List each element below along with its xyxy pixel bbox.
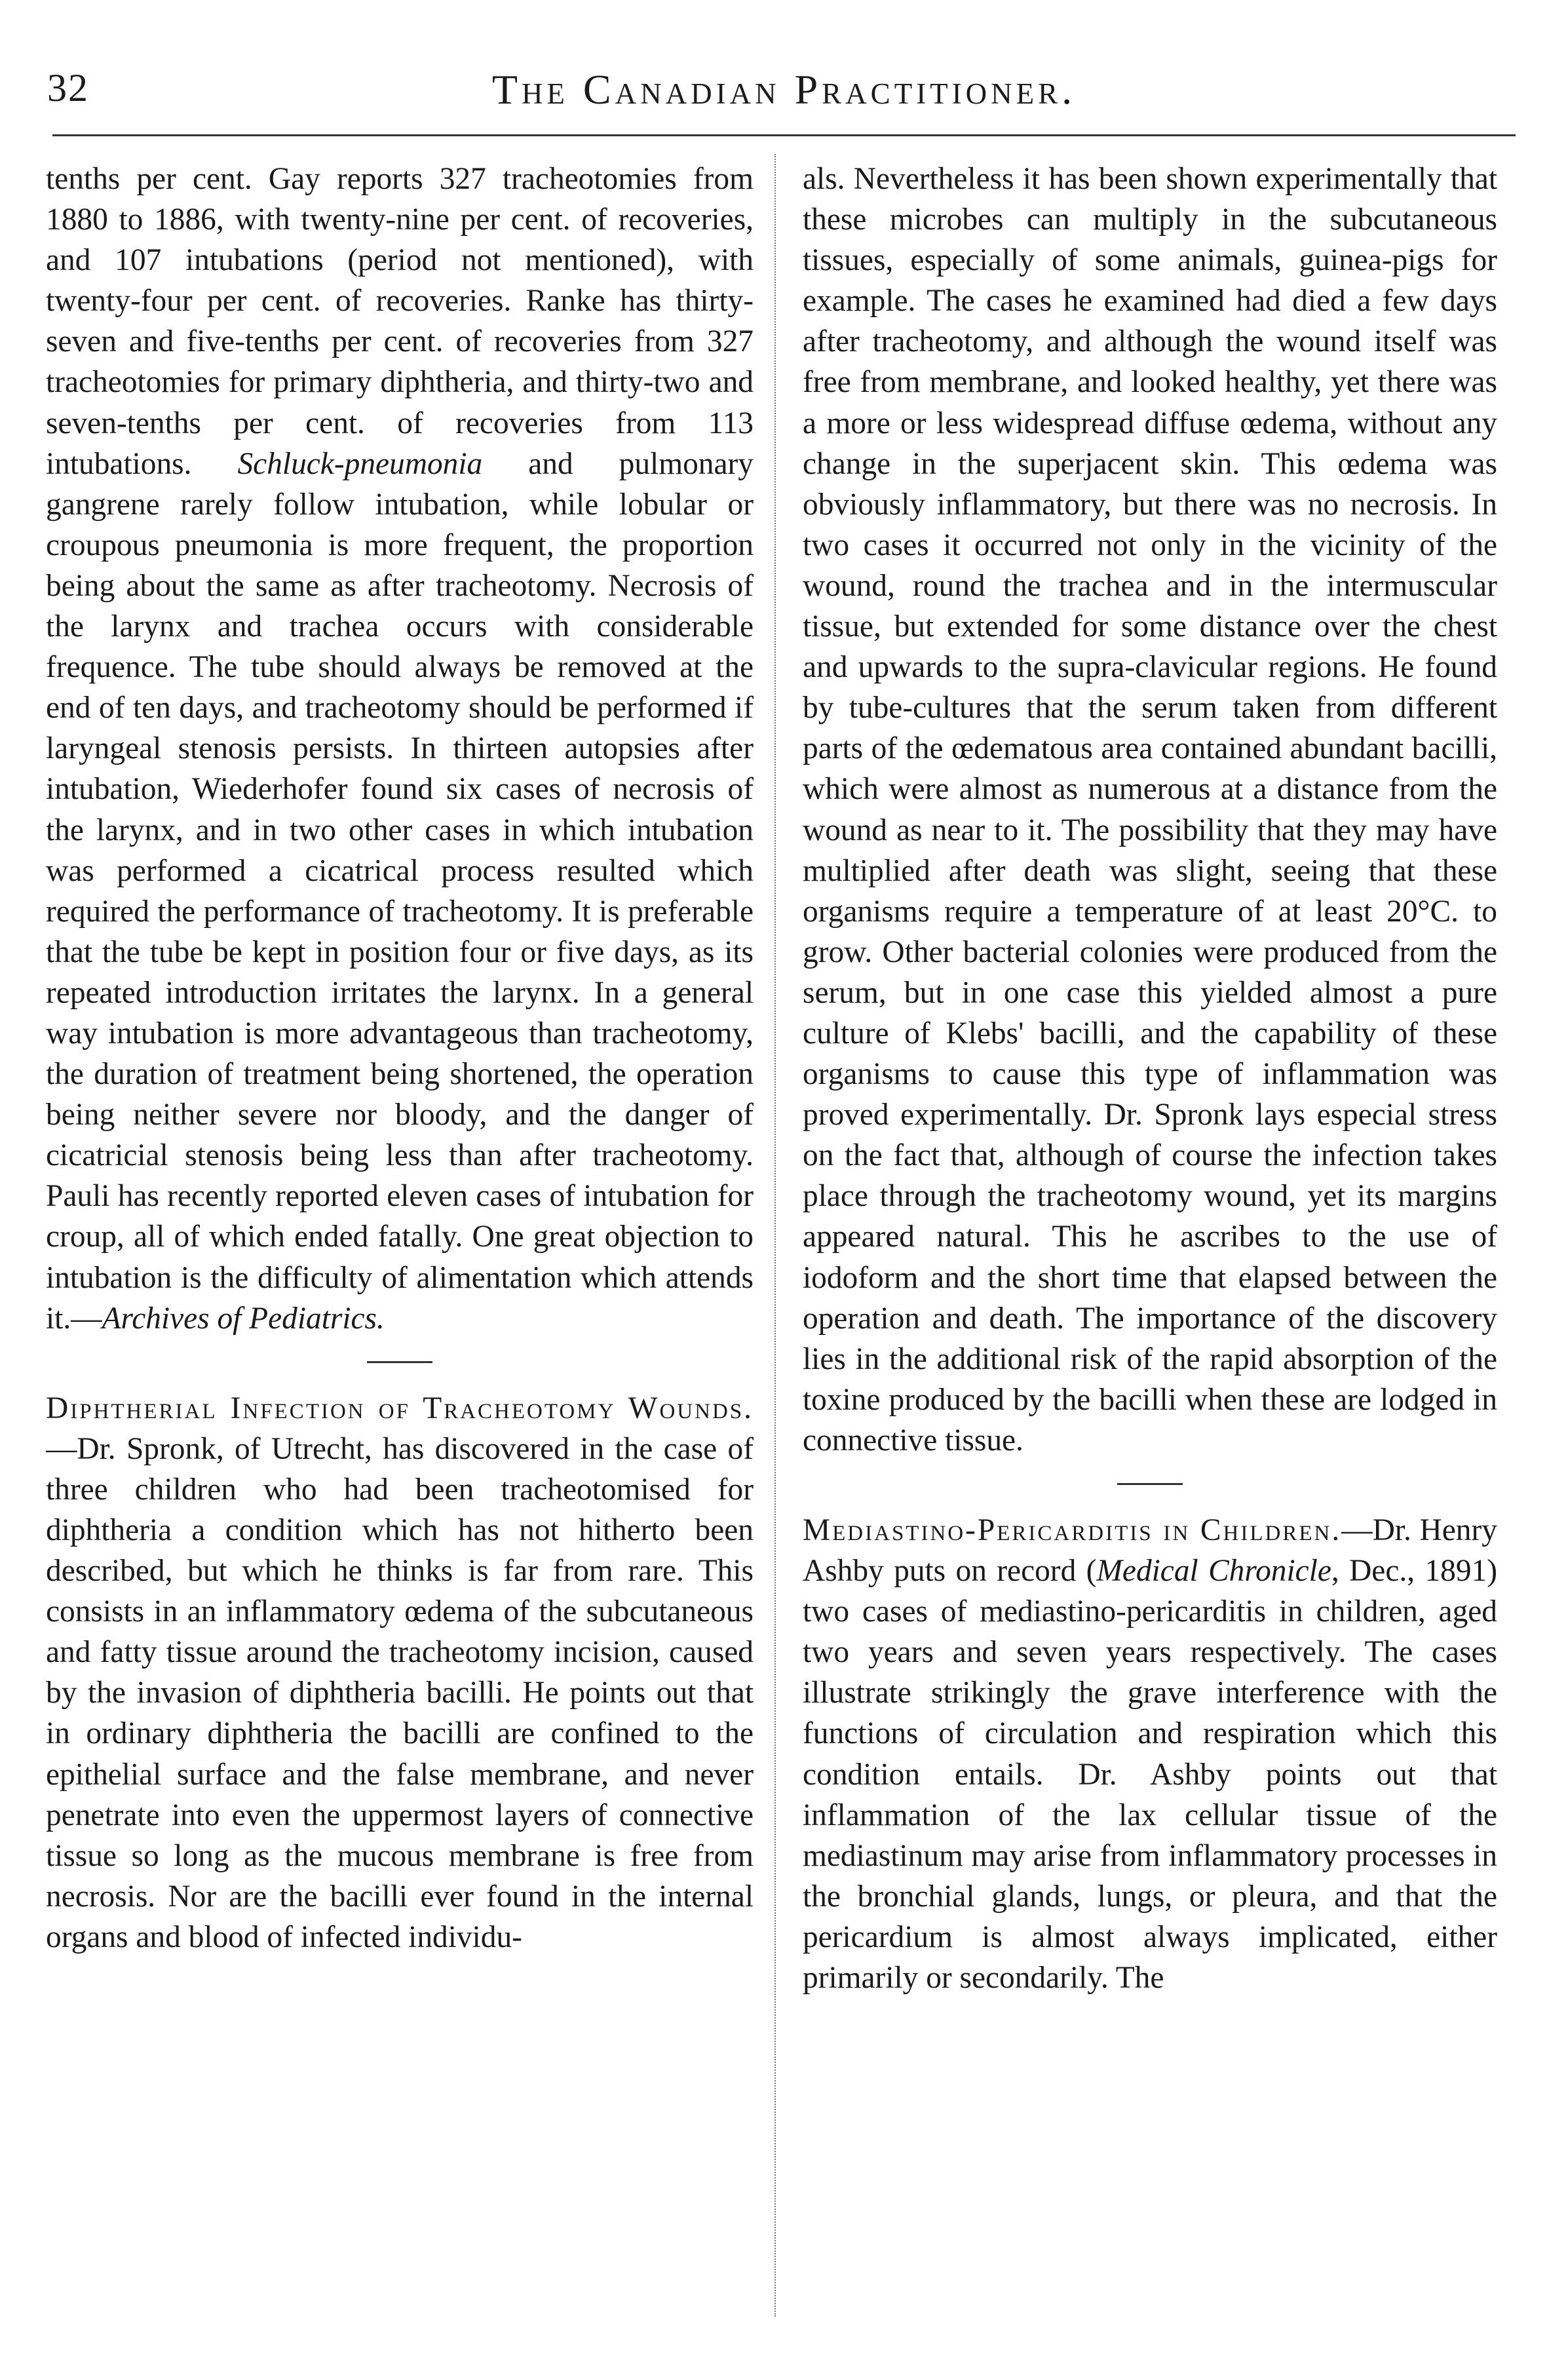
- diphtherial-infection-paragraph: [46, 1388, 754, 1958]
- section3-title: Mediastino-Pericarditis in Children.: [803, 1513, 1342, 1547]
- header-rule: [52, 134, 1516, 136]
- diphtherial-infection-continued: als. Nevertheless it has been shown experimentally that these microbes can multiply in the subcutaneous tissues, especially of some animals, guinea-pigs for example. The cases he examined had died a few days after tracheotomy, and although the wound itself was free from membrane, and looked healthy, yet there was a more or less widespread diffuse œdema, without any change in the superjacent skin. This œdema was obviously inflammatory, but there was no necrosis. In two cases it occurred not only in the vicinity of the wound, round the trachea and in the intermuscular tissue, but extended for some distance over the chest and upwards to the supra-clavicular regions. He found by tube-cultures that the serum taken from different parts of the œdematous area contained abundant bacilli, which were almost as numerous at a distance from the wound as near to it. The possibility that they may have multiplied after death was slight, seeing that these organisms require a temperature of at least 20°C. to grow. Other bacterial colonies were produced from the serum, but in one case this yielded almost a pure culture of Klebs' bacilli, and the capability of these organisms to cause this type of inflammation was proved experimentally. Dr. Spronk lays especial stress on the fact that, although of course the infection takes place through the tracheotomy wound, yet its margins appeared natural. This he ascribes to the use of iodoform and the short time that elapsed between the operation and death. The importance of the discovery lies in the additional risk of the rapid absorption of the toxine produced by the bacilli when these are lodged in connective tissue.: [803, 162, 1497, 1457]
- running-title: The Canadian Practitioner.: [491, 66, 1077, 113]
- section-separator: [1117, 1483, 1183, 1485]
- para1-text-a: tenths per cent. Gay reports 327 tracheotomies from 1880 to 1886, with twenty-nine per cent. of recoveries, and 107 intubations (period not mentioned), with twenty-four per cent. of recoveries. Ranke has thirty-seven and five-tenths per cent. of recoveries from 327 tracheotomies for primary diphtheria, and thirty-two and seven-tenths per cent. of recoveries from 113 intubations.: [46, 162, 754, 481]
- intubation-paragraph: [46, 159, 754, 1339]
- section3-journal: Medical Chronicle: [1096, 1554, 1331, 1589]
- para1-source: Archives of Pediatrics.: [102, 1301, 385, 1336]
- right-column: [803, 159, 1497, 2321]
- para1-italic-term: Schluck-pneumonia: [237, 446, 483, 481]
- page-number: 32: [47, 66, 89, 109]
- left-column: [46, 159, 754, 2321]
- column-divider: [774, 154, 776, 2317]
- para1-text-b: and pulmonary gangrene rarely follow intubation, while lobular or croupous pneumonia is more frequent, the proportion being about the same as after tracheotomy. Necrosis of the larynx and trachea occurs with considerable frequence. The tube should always be removed at the end of ten days, and tracheotomy should be performed if laryngeal stenosis persists. In thirteen autopsies after intubation, Wiederhofer found six cases of necrosis of the larynx, and in two other cases in which intubation was performed a cicatrical process resulted which required the performance of tracheotomy. It is preferable that the tube be kept in position four or five days, as its repeated introduction irritates the larynx. In a general way intubation is more advantageous than tracheotomy, the duration of treatment being shortened, the operation being neither severe nor bloody, and the danger of cicatricial stenosis being less than after tracheotomy. Pauli has recently reported eleven cases of intubation for croup, all of which ended fatally. One great objection to intubation is the difficulty of alimentation which attends it.—: [46, 446, 754, 1336]
- section2-title: Diphtherial Infection of Tracheotomy Wounds.: [46, 1391, 754, 1425]
- section3-text-a: —Dr. Henry Ashby puts on record (: [803, 1513, 1497, 1589]
- section3-text-b: , Dec., 1891) two cases of mediastino-pericarditis in children, aged two years and seven years respectively. The cases illustrate strikingly the grave interference with the functions of circulation and respiration which this condition entails. Dr. Ashby points out that inflammation of the lax cellular tissue of the mediastinum may arise from inflammatory processes in the bronchial glands, lungs, or pleura, and that the pericardium is almost always implicated, either primarily or secondarily. The: [803, 1554, 1497, 1996]
- section2-text-a: —Dr. Spronk, of Utrecht, has discovered in the case of three children who had been tracheotomised for diphtheria a condition which has not hitherto been described, but which he thinks is far from rare. This consists in an inflammatory œdema of the subcutaneous and fatty tissue around the tracheotomy incision, caused by the invasion of diphtheria bacilli. He points out that in ordinary diphtheria the bacilli are confined to the epithelial surface and the false membrane, and never penetrate into even the uppermost layers of connective tissue so long as the mucous membrane is free from necrosis. Nor are the bacilli ever found in the internal organs and blood of infected individu-: [46, 1431, 754, 1954]
- section-separator: [367, 1361, 432, 1363]
- mediastino-pericarditis-paragraph: [803, 1510, 1497, 1998]
